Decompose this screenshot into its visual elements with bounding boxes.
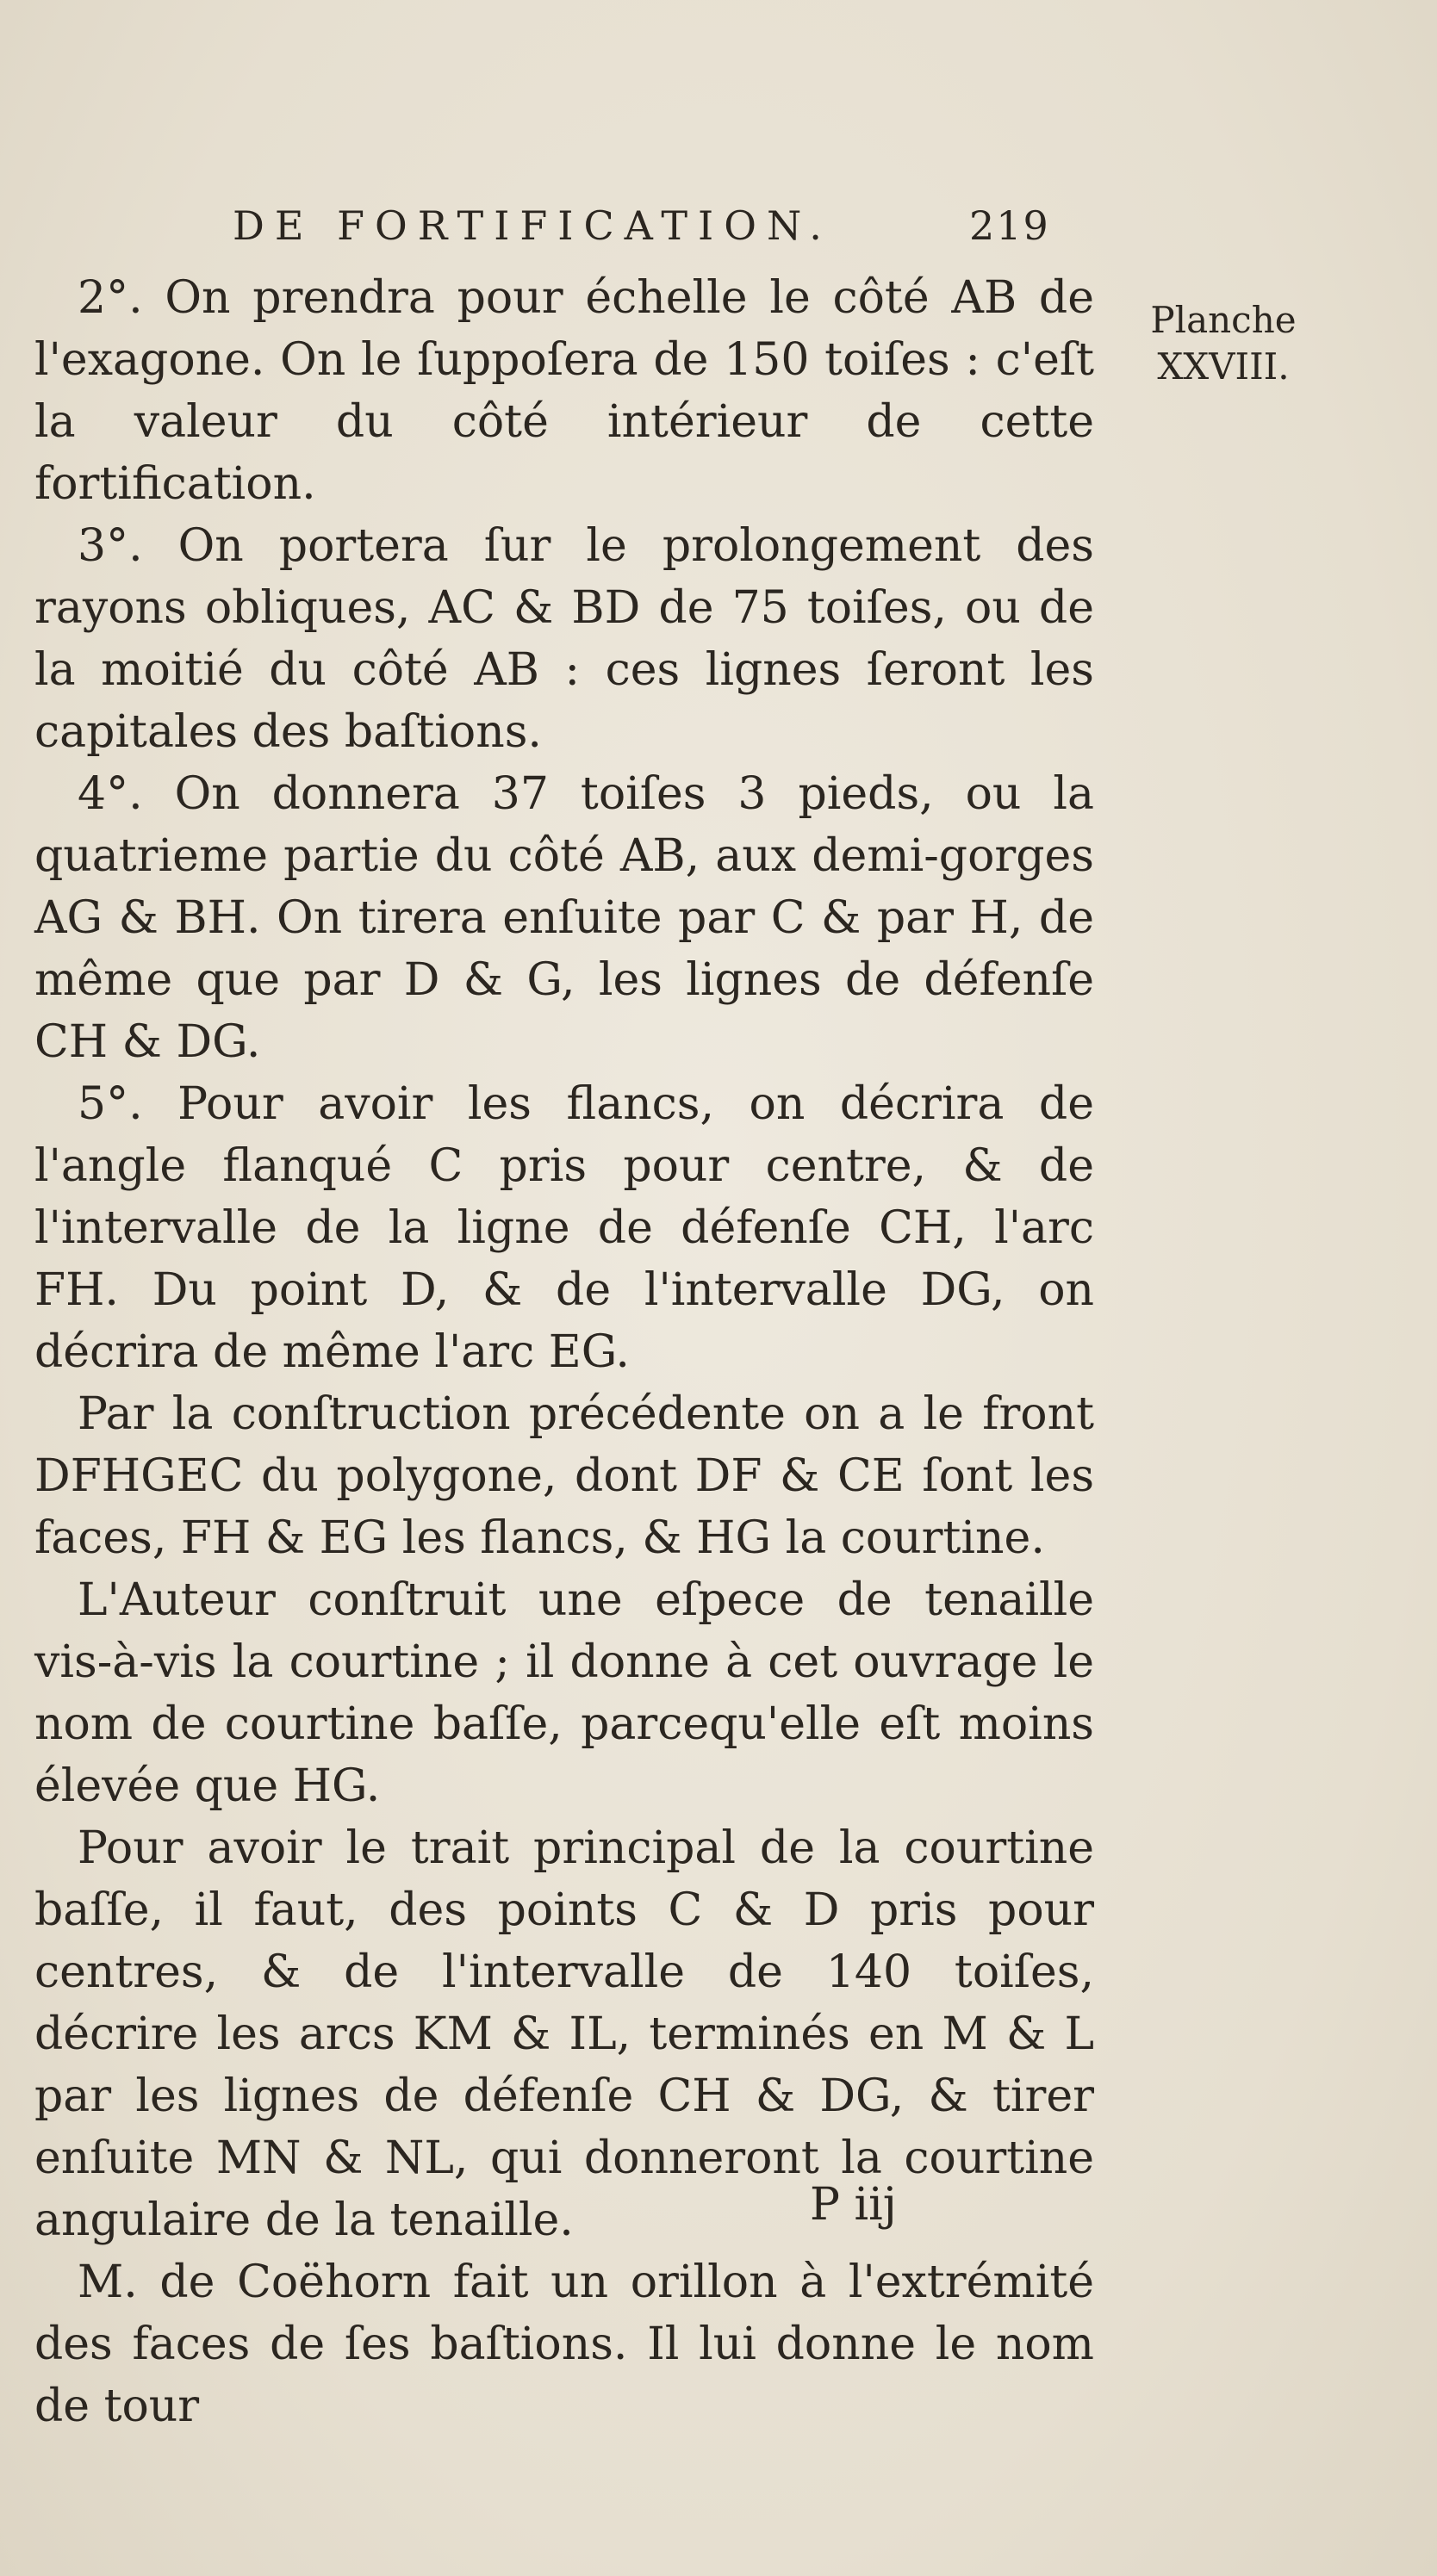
paragraph-construction: Par la conſtruction précédente on a le front DFHGEC du polygone, dont DF & CE ſont les faces, FH & EG les flancs, & HG la courtine. <box>34 1388 1094 1564</box>
margin-note-plate <box>1111 297 1335 390</box>
signature-mark: P iij <box>810 2179 897 2231</box>
paragraph-2: 2°. On prendra pour échelle le côté AB de l'exagone. On le ſuppoſera de 150 toiſes : c'eſt la valeur du côté intérieur de cette fortification. <box>34 272 1094 510</box>
running-header <box>233 202 1094 263</box>
paragraph-coehorn: M. de Coëhorn fait un orillon à l'extrémité des faces de ſes baſtions. Il lui donne le nom de tour <box>34 2256 1094 2432</box>
margin-note-line1: Planche <box>1150 299 1297 341</box>
paragraph-tenaille: L'Auteur conſtruit une eſpece de tenaille vis-à-vis la courtine ; il donne à cet ouvrage le nom de courtine baſſe, parcequ'elle eſt moins élevée que HG. <box>34 1574 1094 1812</box>
margin-note-line2: XXVIII. <box>1157 345 1290 388</box>
page-number: 219 <box>969 202 1050 249</box>
paragraph-5: 5°. Pour avoir les flancs, on décrira de l'angle flanqué C pris pour centre, & de l'intervalle de la ligne de défenſe CH, l'arc FH. Du point D, & de l'intervalle DG, on décrira de même l'arc EG. <box>34 1078 1094 1378</box>
paragraph-4: 4°. On donnera 37 toiſes 3 pieds, ou la quatrieme partie du côté AB, aux demi-gorges AG & BH. On tirera enſuite par C & par H, de même que par D & G, les lignes de défenſe CH & DG. <box>34 768 1094 1068</box>
paragraph-3: 3°. On portera ſur le prolongement des rayons obliques, AC & BD de 75 toiſes, ou de la moitié du côté AB : ces lignes ſeront les capitales des baſtions. <box>34 520 1094 758</box>
paragraph-courtine-basse: Pour avoir le trait principal de la courtine baſſe, il faut, des points C & D pris pour centres, & de l'intervalle de 140 toiſes, décrire les arcs KM & IL, terminés en M & L par les lignes de défenſe CH & DG, & tirer enſuite MN & NL, qui donneront la courtine angulaire de la tenaille. <box>34 1822 1094 2246</box>
running-title: DE FORTIFICATION. <box>233 202 832 249</box>
body-text <box>34 267 1094 2437</box>
